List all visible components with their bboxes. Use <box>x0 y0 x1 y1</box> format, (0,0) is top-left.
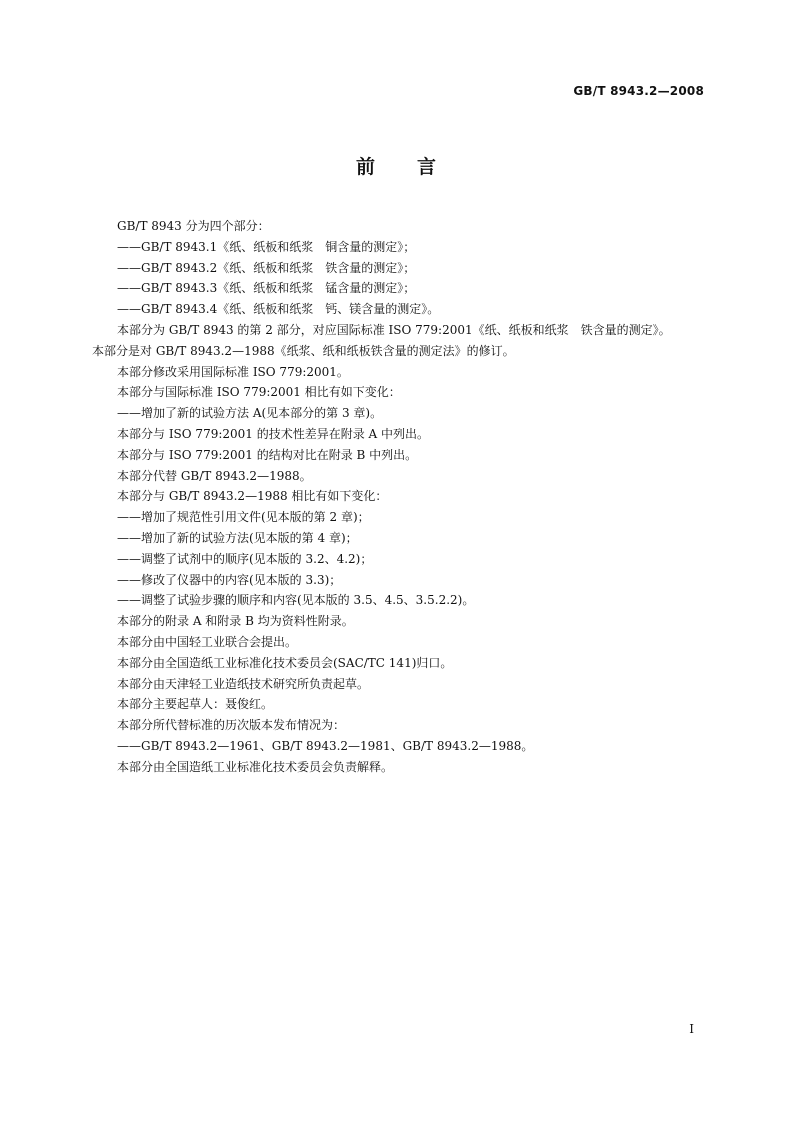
paragraph: ——调整了试剂中的顺序(见本版的 3.2、4.2)； <box>117 551 373 566</box>
paragraph: 本部分是对 GB/T 8943.2—1988《纸浆、纸和纸板铁含量的测定法》的修订。 <box>92 343 515 358</box>
title-char-left: 前 <box>355 156 377 178</box>
paragraph: 本部分修改采用国际标准 ISO 779:2001。 <box>117 364 349 379</box>
paragraph: 本部分由天津轻工业造纸技术研究所负责起草。 <box>117 676 370 691</box>
paragraph: 本部分由全国造纸工业标准化技术委员会负责解释。 <box>117 759 394 774</box>
paragraph: 本部分与 GB/T 8943.2—1988 相比有如下变化： <box>117 489 388 504</box>
document-code: GB/T 8943.2—2008 <box>573 84 704 98</box>
paragraph: ——GB/T 8943.2—1961、GB/T 8943.2—1981、GB/T 8943.2—1988。 <box>117 738 534 753</box>
foreword-body <box>92 216 712 778</box>
page-number: I <box>689 1022 694 1036</box>
paragraph: ——GB/T 8943.3《纸、纸板和纸浆 锰含量的测定》； <box>117 281 416 296</box>
paragraph: 本部分由中国轻工业联合会提出。 <box>117 634 298 649</box>
paragraph: ——增加了新的试验方法 A(见本部分的第 3 章)。 <box>117 406 383 421</box>
paragraph: GB/T 8943 分为四个部分： <box>117 219 270 233</box>
paragraph: ——调整了试验步骤的顺序和内容(见本版的 3.5、4.5、3.5.2.2)。 <box>117 593 475 608</box>
paragraph: ——修改了仪器中的内容(见本版的 3.3)； <box>117 572 342 587</box>
paragraph: 本部分与 ISO 779:2001 的技术性差异在附录 A 中列出。 <box>117 426 430 441</box>
paragraph: 本部分与 ISO 779:2001 的结构对比在附录 B 中列出。 <box>117 447 418 462</box>
title-char-right: 言 <box>417 156 439 178</box>
paragraph: 本部分的附录 A 和附录 B 均为资料性附录。 <box>117 614 354 629</box>
paragraph: ——GB/T 8943.1《纸、纸板和纸浆 铜含量的测定》； <box>117 239 416 254</box>
paragraph: ——GB/T 8943.4《纸、纸板和纸浆 钙、镁含量的测定》。 <box>117 302 440 317</box>
paragraph: ——GB/T 8943.2《纸、纸板和纸浆 铁含量的测定》； <box>117 260 416 275</box>
paragraph: 本部分主要起草人：聂俊红。 <box>117 697 274 712</box>
paragraph: ——增加了新的试验方法(见本版的第 4 章)； <box>117 530 358 545</box>
page-title <box>0 152 794 179</box>
paragraph: 本部分代替 GB/T 8943.2—1988。 <box>117 468 312 483</box>
paragraph: 本部分为 GB/T 8943 的第 2 部分，对应国际标准 ISO 779:2001《纸、纸板和纸浆 铁含量的测定》。 <box>117 322 671 337</box>
paragraph: ——增加了规范性引用文件(见本版的第 2 章)； <box>117 510 370 525</box>
paragraph: 本部分所代替标准的历次版本发布情况为： <box>117 718 346 733</box>
paragraph: 本部分与国际标准 ISO 779:2001 相比有如下变化： <box>117 385 401 400</box>
paragraph: 本部分由全国造纸工业标准化技术委员会(SAC/TC 141)归口。 <box>117 655 453 670</box>
